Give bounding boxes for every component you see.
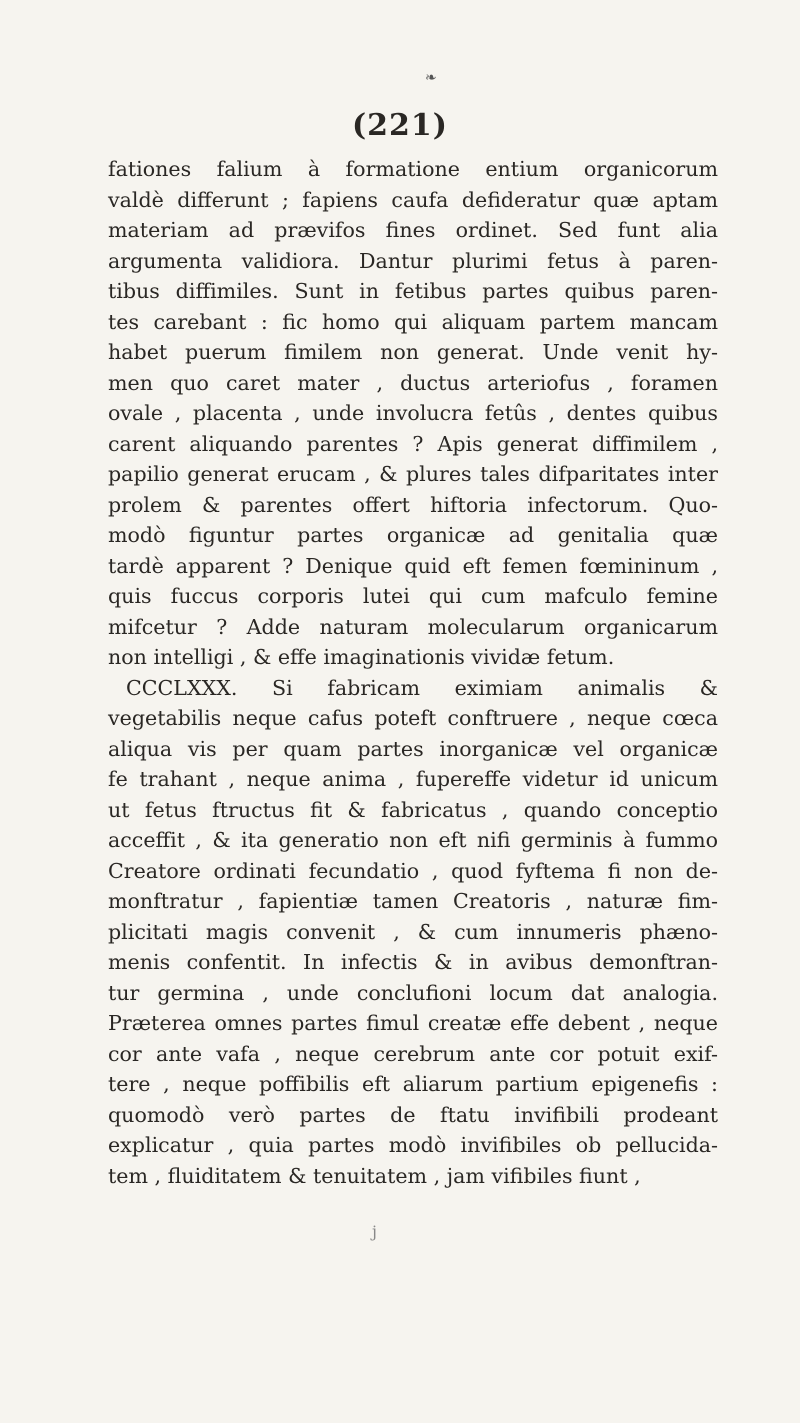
text-line: Præterea omnes partes fimul creatæ effe debent , neque <box>108 1011 718 1035</box>
text-line: papilio generat erucam , & plures tales difparitates inter <box>108 462 718 486</box>
text-line: vegetabilis neque cafus poteft conftruere , neque cœca <box>108 706 718 730</box>
text-line: Creatore ordinati fecundatio , quod fyftema fi non de- <box>108 858 718 883</box>
text-line: valdè differunt ; fapiens caufa defideratur quæ aptam <box>108 187 718 212</box>
body-text <box>108 154 718 1191</box>
text-line: quis fuccus corporis lutei qui cum mafculo femine <box>108 584 718 608</box>
text-line: prolem & parentes offert hiftoria infectorum. Quo- <box>108 492 718 517</box>
text-line: aliqua vis per quam partes inorganicæ vel organicæ <box>108 736 718 761</box>
text-line: mifcetur ? Adde naturam molecularum organicarum <box>108 614 718 639</box>
text-line: men quo caret mater , ductus arteriofus , foramen <box>108 370 718 395</box>
printer-ornament: ❧ <box>425 70 437 86</box>
text-line: CCCLXXX. Si fabricam eximiam animalis & <box>126 675 718 700</box>
text-line: ovale , placenta , unde involucra fetûs , dentes quibus <box>108 401 718 425</box>
text-line: tardè apparent ? Denique quid eft femen fœmininum , <box>108 553 718 578</box>
text-line: tur germina , unde conclufioni locum dat analogia. <box>108 980 718 1005</box>
text-line: explicatur , quia partes modò invifibiles ob pellucida- <box>108 1133 718 1157</box>
text-line: monftratur , fapientiæ tamen Creatoris , naturæ fim- <box>108 889 718 913</box>
text-line: modò figuntur partes organicæ ad genitalia quæ <box>108 523 718 547</box>
text-line: materiam ad prævifos fines ordinet. Sed funt alia <box>108 218 718 242</box>
text-line: tem , fluiditatem & tenuitatem , jam vifibiles fiunt , <box>108 1163 641 1188</box>
text-line: tibus diffimiles. Sunt in fetibus partes quibus paren- <box>108 279 718 303</box>
text-line: carent aliquando parentes ? Apis generat diffimilem , <box>108 431 718 456</box>
text-line: cor ante vafa , neque cerebrum ante cor potuit exif- <box>108 1041 718 1066</box>
bottom-mark: j <box>372 1222 377 1241</box>
text-line: menis confentit. In infectis & in avibus demonftran- <box>108 950 718 974</box>
text-line: tes carebant : fic homo qui aliquam partem mancam <box>108 309 718 334</box>
text-line: fe trahant , neque anima , fupereffe videtur id unicum <box>108 767 718 791</box>
text-line: fationes falium à formatione entium organicorum <box>108 157 718 181</box>
text-line: plicitati magis convenit , & cum innumeris phæno- <box>108 919 718 944</box>
text-line: acceffit , & ita generatio non eft nifi germinis à fummo <box>108 828 718 852</box>
text-line: non intelligi , & effe imaginationis vividæ fetum. <box>108 645 615 669</box>
text-line: habet puerum fimilem non generat. Unde venit hy- <box>108 340 718 364</box>
text-line: tere , neque poffibilis eft aliarum partium epigenefis : <box>108 1072 718 1096</box>
text-line: quomodò verò partes de ftatu invifibili prodeant <box>108 1102 718 1127</box>
text-line: argumenta validiora. Dantur plurimi fetus à paren- <box>108 248 718 273</box>
text-line: ut fetus ftructus fit & fabricatus , quando conceptio <box>108 797 718 822</box>
page-number: (221) <box>351 108 448 143</box>
